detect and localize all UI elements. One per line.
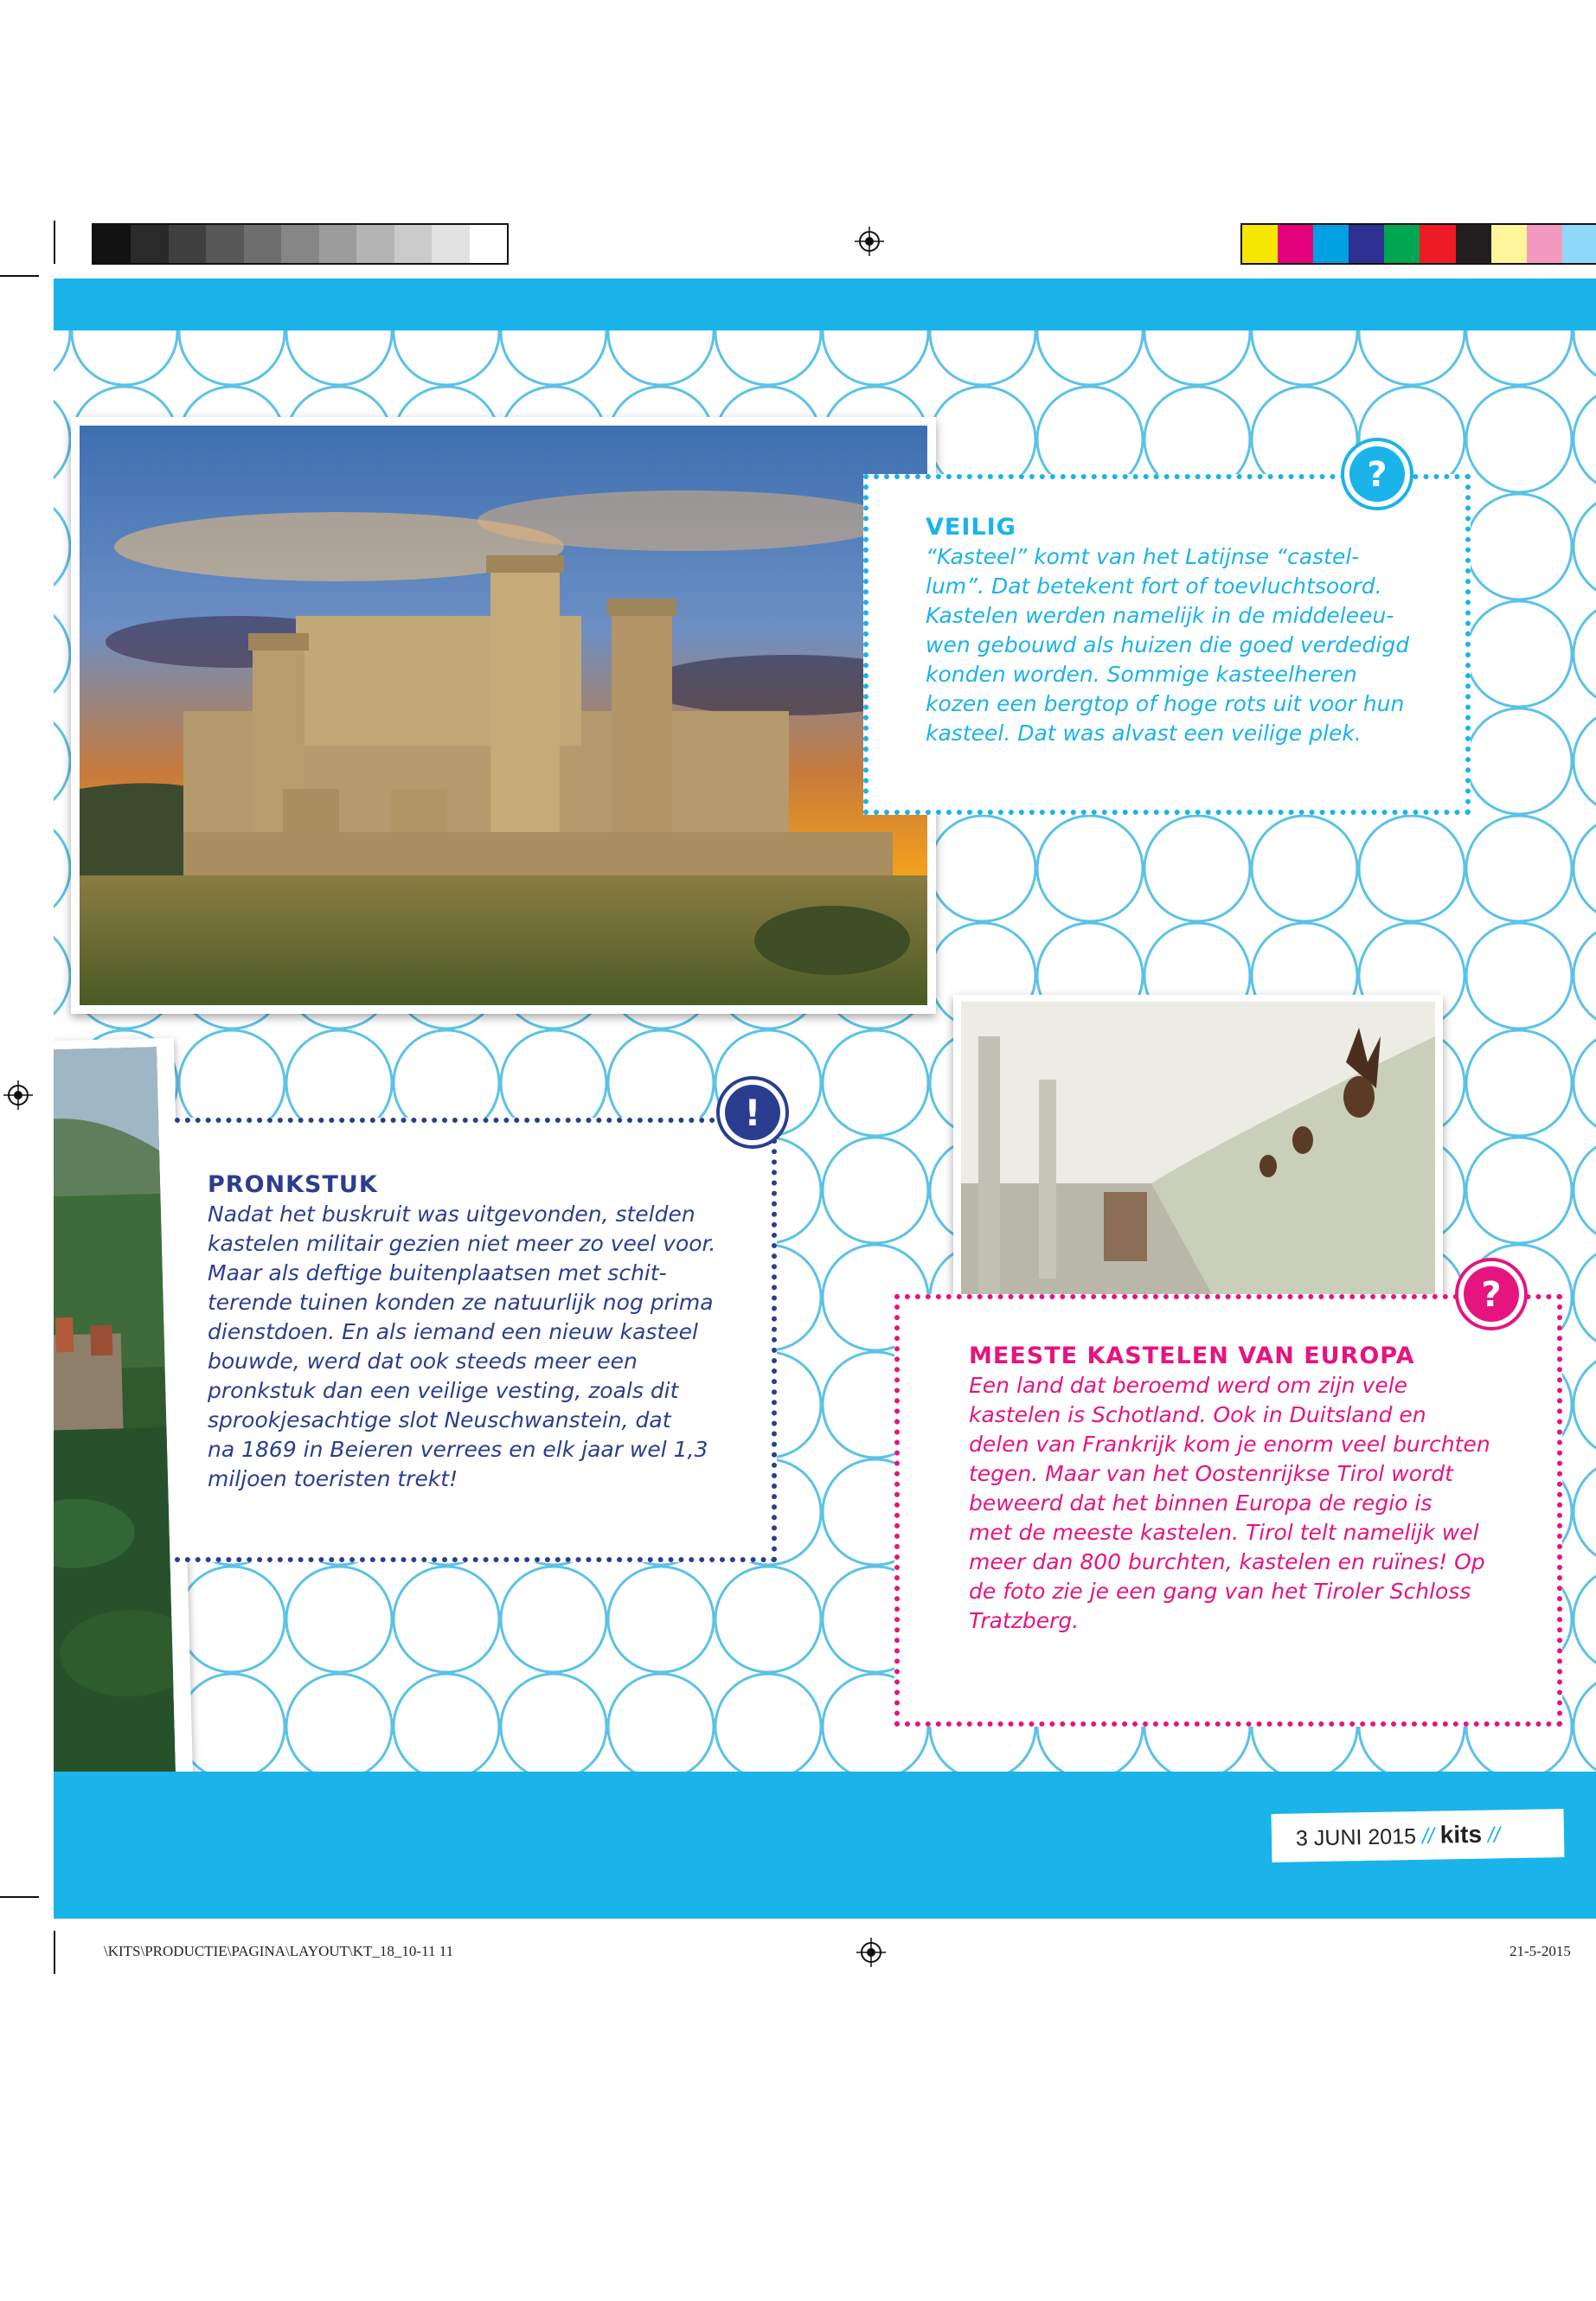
color-swatch xyxy=(1313,225,1349,263)
text-line: kasteel. Dat was alvast een veilige plek. xyxy=(926,721,1362,746)
text-line: pronkstuk dan een veilige vesting, zoals dit xyxy=(208,1378,679,1403)
veilig-title: VEILIG xyxy=(926,514,1016,541)
print-date-slug: 21-5-2015 xyxy=(1509,1943,1571,1959)
color-swatch xyxy=(1278,225,1313,263)
svg-text:!: ! xyxy=(744,1092,761,1134)
text-line: sprookjesachtige slot Neuschwanstein, dat xyxy=(208,1407,671,1433)
text-line: Nadat het buskruit was uitgevonden, stelden xyxy=(208,1202,695,1227)
gray-swatch xyxy=(319,225,356,263)
gray-swatch xyxy=(356,225,394,263)
footer-date: 3 JUNI 2015 xyxy=(1295,1824,1417,1851)
exclamation-icon xyxy=(716,1076,789,1149)
footer-brand: kits xyxy=(1439,1820,1483,1849)
text-line: na 1869 in Beieren verrees en elk jaar wel 1,3 xyxy=(208,1437,708,1462)
veilig-info-box xyxy=(863,474,1471,815)
question-icon xyxy=(1341,438,1413,510)
color-swatch xyxy=(1420,225,1455,263)
color-swatch xyxy=(1349,225,1384,263)
pronkstuk-title: PRONKSTUK xyxy=(208,1171,378,1198)
text-line: kozen een bergtop of hoge rots uit voor hun xyxy=(926,691,1405,716)
color-swatch xyxy=(1491,225,1527,263)
text-line: Een land dat beroemd werd om zijn vele xyxy=(969,1373,1408,1398)
text-line: miljoen toeristen trekt! xyxy=(208,1466,458,1491)
color-swatch xyxy=(1527,225,1562,263)
gray-swatch xyxy=(394,225,432,263)
color-swatch xyxy=(1242,225,1278,263)
meeste-kastelen-body xyxy=(969,1371,1557,1636)
color-swatch xyxy=(1456,225,1491,263)
text-line: lum”. Dat betekent fort of toevluchtsoord. xyxy=(926,574,1382,599)
color-swatch xyxy=(1384,225,1420,263)
text-line: dienstdoen. En als iemand een nieuw kasteel xyxy=(208,1319,698,1344)
crop-mark xyxy=(54,221,55,264)
svg-text:?: ? xyxy=(1367,455,1388,495)
text-line: wen gebouwd als huizen die goed verdedigd xyxy=(926,632,1410,657)
text-line: beweerd dat het binnen Europa de regio is xyxy=(969,1490,1433,1516)
gray-swatch xyxy=(432,225,469,263)
veilig-body xyxy=(926,542,1462,748)
color-calibration-strip xyxy=(1240,223,1596,265)
gray-swatch xyxy=(244,225,281,263)
gray-swatch xyxy=(93,225,131,263)
gray-calibration-strip xyxy=(92,223,509,265)
registration-mark-icon xyxy=(856,1938,886,1967)
text-line: Kastelen werden namelijk in de middeleeu- xyxy=(926,603,1394,628)
footer-separator: // xyxy=(1421,1823,1435,1849)
footer-date-tag xyxy=(1272,1809,1565,1862)
meeste-kastelen-info-box xyxy=(894,1294,1562,1727)
gray-swatch xyxy=(131,225,168,263)
text-line: “Kasteel” komt van het Latijnse “castel- xyxy=(926,544,1360,569)
magazine-page xyxy=(54,279,1596,1919)
registration-mark-icon xyxy=(3,1080,33,1110)
file-path-slug: \KITS\PRODUCTIE\PAGINA\LAYOUT\KT_18_10-11 11 xyxy=(104,1943,454,1959)
text-line: meer dan 800 burchten, kastelen en ruïnes! Op xyxy=(969,1549,1485,1574)
text-line: kastelen militair gezien niet meer zo veel voor. xyxy=(208,1231,716,1256)
footer-separator-end: // xyxy=(1487,1823,1501,1848)
text-line: konden worden. Sommige kasteelheren xyxy=(926,662,1357,687)
castle-photo xyxy=(71,417,936,1014)
text-line: Maar als deftige buitenplaatsen met schit- xyxy=(208,1260,667,1285)
gray-swatch xyxy=(206,225,243,263)
text-line: kastelen is Schotland. Ook in Duitsland en xyxy=(969,1402,1426,1427)
text-line: bouwde, werd dat ook steeds meer een xyxy=(208,1349,638,1374)
registration-mark-icon xyxy=(855,227,884,256)
crop-mark xyxy=(0,1896,39,1898)
text-line: met de meeste kastelen. Tirol telt namelijk wel xyxy=(969,1520,1479,1545)
text-line: tegen. Maar van het Oostenrijkse Tirol wordt xyxy=(969,1461,1453,1486)
pronkstuk-info-box xyxy=(175,1118,777,1562)
gray-swatch xyxy=(470,225,507,263)
meeste-kastelen-title: MEESTE KASTELEN VAN EUROPA xyxy=(969,1343,1415,1369)
corridor-photo xyxy=(953,995,1443,1317)
neuschwanstein-photo xyxy=(54,1038,193,1786)
text-line: delen van Frankrijk kom je enorm veel burchten xyxy=(969,1432,1490,1457)
question-icon xyxy=(1455,1258,1528,1330)
crop-mark xyxy=(54,1931,55,1974)
text-line: terende tuinen konden ze natuurlijk nog prima xyxy=(208,1290,714,1315)
text-line: Tratzberg. xyxy=(969,1608,1080,1633)
pronkstuk-body xyxy=(208,1200,770,1494)
crop-mark xyxy=(0,275,39,277)
top-color-band xyxy=(54,279,1596,330)
color-swatch xyxy=(1562,225,1596,263)
svg-text:?: ? xyxy=(1481,1275,1502,1315)
gray-swatch xyxy=(169,225,206,263)
gray-swatch xyxy=(281,225,318,263)
text-line: de foto zie je een gang van het Tiroler Schloss xyxy=(969,1579,1471,1604)
